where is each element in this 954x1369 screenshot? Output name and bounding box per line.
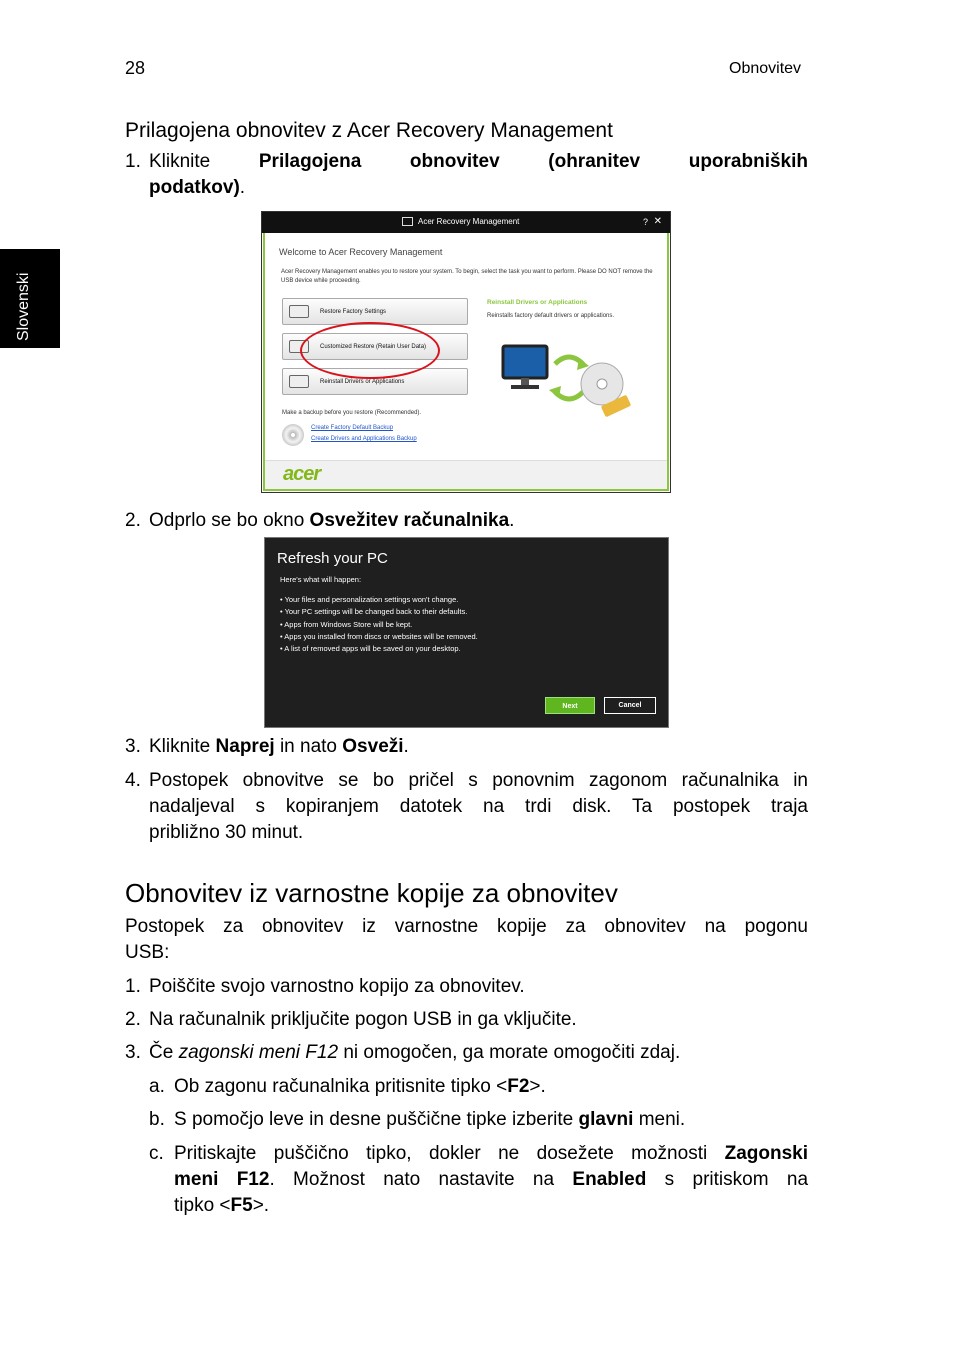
description-text: Acer Recovery Management enables you to restore your system. To begin, select the task you want to perform. Please DO NOT remove the USB device while proceeding. <box>281 269 653 284</box>
drivers-icon <box>289 375 309 388</box>
sub-c-line3: tipko <F5>. <box>174 1195 270 1216</box>
refresh-item: • A list of removed apps will be saved on your desktop. <box>280 644 461 654</box>
sub-a-text: Ob zagonu računalnika pritisnite tipko <F2>. <box>174 1076 546 1097</box>
acer-recovery-window <box>261 211 671 493</box>
reinstall-drivers-label: Reinstall Drivers or Applications <box>320 379 405 385</box>
sub-c-letter: c. <box>149 1143 164 1164</box>
help-icon: ? <box>642 217 648 227</box>
refresh-list <box>280 594 478 655</box>
refresh-subtitle: Here's what will happen: <box>280 575 362 584</box>
right-panel-title: Reinstall Drivers or Applications <box>487 299 588 306</box>
s2-step2-number: 2. <box>125 1009 141 1030</box>
highlight-circle <box>300 322 440 379</box>
next-button: Next <box>545 697 595 714</box>
hard-drive-icon <box>289 305 309 318</box>
section1-heading: Prilagojena obnovitev z Acer Recovery Management <box>125 119 613 142</box>
sub-a-letter: a. <box>149 1076 165 1097</box>
step4-number: 4. <box>125 770 141 791</box>
sub-c-text <box>174 1141 808 1219</box>
disc-icon <box>282 424 304 446</box>
s2-step1-text: Poiščite svojo varnostno kopijo za obnovitev. <box>149 976 525 997</box>
refresh-pc-dialog <box>264 537 669 728</box>
sub-c-line1: Pritiskajte puščično tipko, dokler ne dosežete možnosti Zagonski <box>174 1143 808 1164</box>
window-footer <box>265 460 667 489</box>
recovery-icon <box>402 217 413 226</box>
step1-line2: podatkov). <box>149 177 246 198</box>
close-icon: ✕ <box>653 216 662 227</box>
step4-line3: približno 30 minut. <box>149 822 304 843</box>
refresh-item: • Your PC settings will be changed back to their defaults. <box>280 607 468 617</box>
s2-step1-number: 1. <box>125 976 141 997</box>
intro-line2: USB: <box>125 942 170 963</box>
s2-step2-text: Na računalnik priključite pogon USB in ga vključite. <box>149 1009 577 1030</box>
cancel-button: Cancel <box>604 697 656 714</box>
right-panel-desc: Reinstalls factory default drivers or applications. <box>487 313 615 319</box>
step3-text: Kliknite Naprej in nato Osveži. <box>149 736 409 757</box>
intro-line1: Postopek za obnovitev iz varnostne kopije za obnovitev na pogonu <box>125 916 808 937</box>
window-title: Acer Recovery Management <box>418 217 520 226</box>
step4-line1: Postopek obnovitve se bo pričel s ponovnim zagonom računalnika in <box>149 770 808 791</box>
language-tab <box>0 249 60 348</box>
restore-factory-button <box>282 298 468 325</box>
drivers-backup-link: Create Drivers and Applications Backup <box>311 436 417 442</box>
section2-intro <box>125 914 808 966</box>
backup-label: Make a backup before you restore (Recommended). <box>282 410 422 416</box>
sub-c-line2: meni F12. Možnost nato nastavite na Enabled s pritiskom na <box>174 1169 809 1190</box>
step2-number: 2. <box>125 510 141 531</box>
step3-number: 3. <box>125 736 141 757</box>
acer-logo: acer <box>283 463 321 485</box>
refresh-item: • Apps you installed from discs or websites will be removed. <box>280 631 478 641</box>
window-titlebar <box>262 212 670 233</box>
welcome-text: Welcome to Acer Recovery Management <box>279 247 443 257</box>
refresh-title: Refresh your PC <box>277 550 388 567</box>
monitor-disc-illustration <box>497 340 647 420</box>
factory-backup-link: Create Factory Default Backup <box>311 425 394 431</box>
s2-step3-number: 3. <box>125 1042 141 1063</box>
section2-heading: Obnovitev iz varnostne kopije za obnovitev <box>125 878 618 908</box>
chapter-title: Obnovitev <box>729 60 802 77</box>
step2-text: Odprlo se bo okno Osvežitev računalnika. <box>149 510 515 531</box>
language-tab-label: Slovenski <box>15 272 32 341</box>
step1-text <box>149 149 808 201</box>
s2-step3-text: Če zagonski meni F12 ni omogočen, ga morate omogočiti zdaj. <box>149 1042 681 1063</box>
page-number: 28 <box>125 58 146 78</box>
step1-line1: Kliknite Prilagojena obnovitev (ohranitev uporabniških <box>149 151 809 172</box>
step4-text <box>149 768 808 846</box>
refresh-item: • Your files and personalization settings won't change. <box>280 595 459 604</box>
customized-restore-label: Customized Restore (Retain User Data) <box>320 344 427 350</box>
sub-b-text: S pomočjo leve in desne puščične tipke izberite glavni meni. <box>174 1109 686 1130</box>
restore-factory-label: Restore Factory Settings <box>320 309 387 315</box>
refresh-item: • Apps from Windows Store will be kept. <box>280 619 413 629</box>
step1-number: 1. <box>125 151 141 172</box>
sub-b-letter: b. <box>149 1109 165 1130</box>
step4-line2: nadaljeval s kopiranjem datotek na trdi disk. Ta postopek traja <box>149 796 808 817</box>
